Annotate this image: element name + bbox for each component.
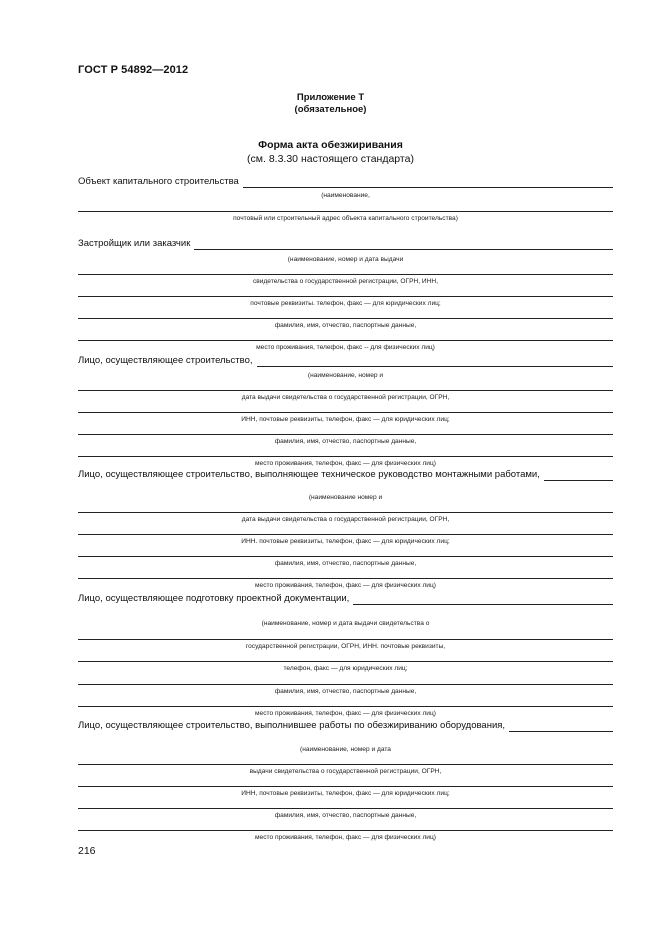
field-caption: почтовый или строительный адрес объекта капитального строительства) [233,215,458,222]
blank-line [78,318,613,319]
field-caption: выдачи свидетельства о государственной регистрации, ОГРН, [249,768,442,775]
field-caption: почтовые реквизиты. телефон, факс — для юридических лиц; [250,300,441,307]
appendix-subtitle: (обязательное) [294,104,367,115]
field-underline [194,249,613,250]
blank-line [78,661,613,662]
field-caption: место проживания, телефон, факс — для физических лиц) [255,710,436,717]
blank-line [78,639,613,640]
field-caption: дата выдачи свидетельства о государственной регистрации, ОГРН, [241,516,450,523]
field-label: Застройщик или заказчик [78,238,191,249]
field-caption: фамилия, имя, отчество, паспортные данные, [274,322,417,329]
blank-line [78,786,613,787]
blank-line [78,556,613,557]
field-caption: фамилия, имя, отчество, паспортные данные, [274,688,417,695]
field-label: Объект капитального строительства [78,176,239,187]
field-label: Лицо, осуществляющее строительство, [78,355,253,366]
appendix-title: Приложение Т [296,92,365,103]
field-label: Лицо, осуществляющее строительство, выполняющее техническое руководство монтажными работами, [78,469,540,480]
blank-line [78,390,613,391]
field-label: Лицо, осуществляющее подготовку проектной документации, [78,593,350,604]
blank-line [78,296,613,297]
field-caption: (наименование, номер и дата выдачи [287,256,404,263]
blank-line [78,274,613,275]
blank-line [78,706,613,707]
blank-line [78,512,613,513]
blank-line [78,684,613,685]
field-caption: место проживания, телефон, факс — для физических лиц) [255,834,436,841]
field-caption: свидетельства о государственной регистрации, ОГРН, ИНН, [252,278,439,285]
field-label: Лицо, осуществляющее строительство, выполнившее работы по обезжириванию оборудования, [78,720,506,731]
blank-line [78,434,613,435]
blank-line [78,808,613,809]
field-caption: (наименование, [321,192,370,199]
field-caption: фамилия, имя, отчество, паспортные данные, [274,560,417,567]
field-caption: дата выдачи свидетельства о государственной регистрации, ОГРН, [241,394,450,401]
field-underline [243,187,613,188]
field-caption: (наименование, номер и дата [300,746,391,753]
standard-header: ГОСТ Р 54892—2012 [78,64,189,76]
field-underline [353,604,613,605]
field-caption: ИНН, почтовые реквизиты, телефон, факс — для юридических лиц; [241,790,450,797]
field-caption: (наименование, номер и [307,372,384,379]
field-underline [509,731,613,732]
field-caption: государственной регистрации, ОГРН, ИНН. почтовые реквизиты, [245,643,446,650]
blank-line [78,340,613,341]
blank-line [78,412,613,413]
field-caption: фамилия, имя, отчество, паспортные данные, [274,812,417,819]
field-caption: (наименование номер и [308,494,383,501]
form-title: Форма акта обезжиривания [258,139,403,151]
blank-line [78,456,613,457]
field-caption: фамилия, имя, отчество, паспортные данные, [274,438,417,445]
blank-line [78,578,613,579]
page-number: 216 [78,845,96,857]
field-caption: место проживания, телефон, факс — для физических лиц) [255,582,436,589]
form-field-row [78,718,613,732]
blank-line [78,764,613,765]
field-caption: ИНН, почтовые реквизиты, телефон, факс — для юридических лиц; [241,416,450,423]
form-field-row [78,236,613,250]
field-caption: место проживания, телефон, факс -- для физических лиц) [256,344,435,351]
blank-line [78,211,613,212]
field-caption: (наименование, номер и дата выдачи свидетельства о [261,620,430,627]
field-caption: ИНН. почтовые реквизиты, телефон, факс — для юридических лиц; [241,538,450,545]
form-field-row [78,467,613,481]
field-underline [257,366,613,367]
form-field-row [78,353,613,367]
blank-line [78,830,613,831]
blank-line [78,534,613,535]
field-caption: место проживания, телефон, факс — для физических лиц) [255,460,436,467]
form-field-row [78,174,613,188]
form-subtitle: (см. 8.3.30 настоящего стандарта) [247,153,414,165]
field-underline [544,480,613,481]
form-field-row [78,591,613,605]
field-caption: телефон, факс — для юридических лиц; [283,665,408,672]
